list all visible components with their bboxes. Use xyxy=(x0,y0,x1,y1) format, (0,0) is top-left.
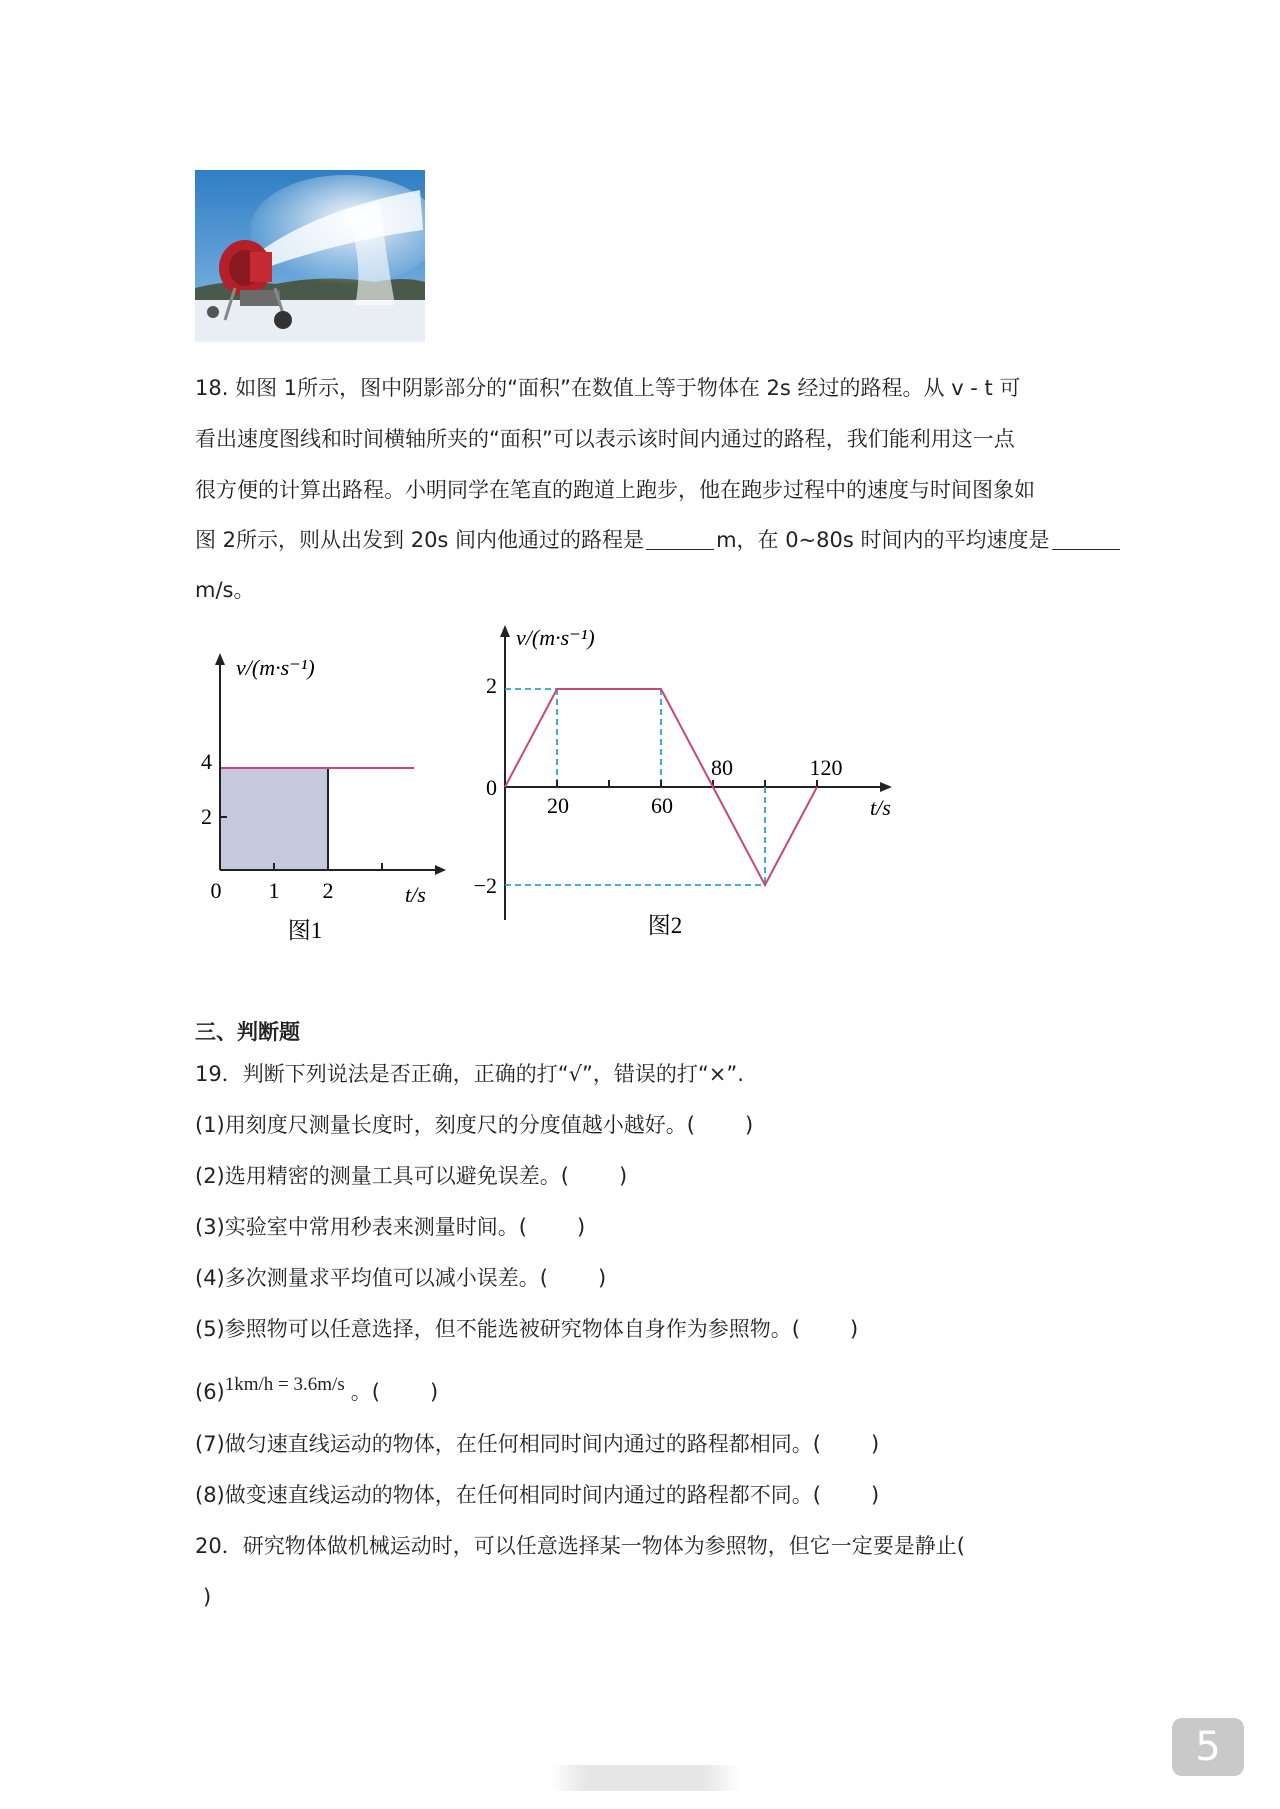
q19-intro: 19．判断下列说法是否正确，正确的打“√”，错误的打“×”. xyxy=(195,1062,744,1086)
fig2-xlabel: t/s xyxy=(870,795,891,820)
q19-item-3-text: (3)实验室中常用秒表来测量时间。( xyxy=(195,1215,527,1239)
answer-blank-speed[interactable] xyxy=(1052,528,1120,550)
q19-item-1-text: (1)用刻度尺测量长度时，刻度尺的分度值越小越好。( xyxy=(195,1113,695,1137)
fig2-xtick-label-20: 20 xyxy=(547,793,569,818)
q19-item-4-text: (4)多次测量求平均值可以减小误差。( xyxy=(195,1266,548,1290)
answer-blank-distance[interactable] xyxy=(646,528,714,550)
q19-item-6-close: ) xyxy=(429,1380,439,1404)
q19-item-7-close: ) xyxy=(870,1432,880,1456)
fig1-shaded-area xyxy=(220,768,328,870)
fig1-ytick-label-4: 4 xyxy=(201,749,212,774)
snow-cannon-photo xyxy=(195,170,425,342)
q19-item-4 xyxy=(195,1266,606,1291)
q19-item-4-close: ) xyxy=(597,1266,607,1290)
q19-item-2-text: (2)选用精密的测量工具可以避免误差。( xyxy=(195,1164,569,1188)
q19-item-7 xyxy=(195,1432,879,1457)
fig1-ytick-label-2: 2 xyxy=(201,804,212,829)
fig1-y-arrow xyxy=(215,653,225,665)
fig2-ylabel: v/(m·s⁻¹) xyxy=(516,625,595,650)
q18-line-5: m/s。 xyxy=(195,578,255,602)
q18-line-3: 很方便的计算出路程。小明同学在笔直的跑道上跑步，他在跑步过程中的速度与时间图象如 xyxy=(195,478,1035,502)
fig1-xtick-label-2: 2 xyxy=(322,878,334,903)
q18-line-4a: 图 2所示，则从出发到 20s 间内他通过的路程是 xyxy=(195,528,645,552)
q19-item-3 xyxy=(195,1215,585,1240)
q20-line-1: 20．研究物体做机械运动时，可以任意选择某一物体为参照物，但它一定要是静止( xyxy=(195,1534,965,1558)
fig2-ytick-label-2: 2 xyxy=(486,673,497,698)
fig2-xtick-label-60: 60 xyxy=(651,793,673,818)
page-number-badge: 5 xyxy=(1172,1718,1244,1776)
q19-item-7-text: (7)做匀速直线运动的物体，在任何相同时间内通过的路程都相同。( xyxy=(195,1432,821,1456)
q19-item-2 xyxy=(195,1164,627,1189)
fig1-ylabel: v/(m·s⁻¹) xyxy=(236,655,315,680)
q19-item-2-close: ) xyxy=(618,1164,628,1188)
q18-line-4b: m，在 0~80s 时间内的平均速度是 xyxy=(716,528,1050,552)
fig1-x-arrow xyxy=(435,865,446,875)
fig2-origin-label: 0 xyxy=(486,775,497,800)
fig1-xlabel: t/s xyxy=(405,882,426,907)
fig2-caption: 图2 xyxy=(647,913,683,938)
fig2-xtick-label-80: 80 xyxy=(711,755,733,780)
section-title: 三、判断题 xyxy=(195,1020,300,1044)
figure-2-chart xyxy=(460,615,920,955)
q20-line-2: ) xyxy=(203,1585,212,1609)
q19-item-1 xyxy=(195,1113,753,1138)
fig2-y-arrow xyxy=(500,625,510,637)
q19-item-5 xyxy=(195,1317,858,1342)
q19-item-5-close: ) xyxy=(849,1317,859,1341)
snow-cannon-image xyxy=(195,170,425,342)
q19-item-1-close: ) xyxy=(744,1113,754,1137)
q19-item-3-close: ) xyxy=(576,1215,586,1239)
q18-line-2: 看出速度图线和时间横轴所夹的“面积”可以表示该时间内通过的路程，我们能利用这一点 xyxy=(195,427,1015,451)
fig1-xtick-label-1: 1 xyxy=(268,878,280,903)
q18-line-1: 18. 如图 1所示，图中阴影部分的“面积”在数值上等于物体在 2s 经过的路程。从 v - t 可 xyxy=(195,376,1021,400)
q19-item-5-text: (5)参照物可以任意选择，但不能选被研究物体自身作为参照物。( xyxy=(195,1317,800,1341)
fig1-origin-label: 0 xyxy=(210,878,222,903)
q19-item-6-formula: 1km/h = 3.6m/s xyxy=(224,1374,345,1395)
q19-item-8-close: ) xyxy=(870,1483,880,1507)
fig1-caption: 图1 xyxy=(287,918,323,943)
fig2-x-arrow xyxy=(880,782,892,792)
fig2-ytick-label-neg2: −2 xyxy=(473,873,497,898)
fig2-ticks xyxy=(557,780,817,787)
q19-item-6 xyxy=(195,1374,439,1406)
figure-1-chart xyxy=(190,640,460,950)
fig2-xtick-label-120: 120 xyxy=(809,755,843,780)
q19-item-6-prefix: (6) xyxy=(195,1380,225,1404)
watermark-bar xyxy=(550,1765,740,1791)
q19-item-8-text: (8)做变速直线运动的物体，在任何相同时间内通过的路程都不同。( xyxy=(195,1483,821,1507)
q19-item-8 xyxy=(195,1483,879,1508)
q18-line-4 xyxy=(195,528,1122,553)
q19-item-6-suffix: 。( xyxy=(350,1380,380,1404)
